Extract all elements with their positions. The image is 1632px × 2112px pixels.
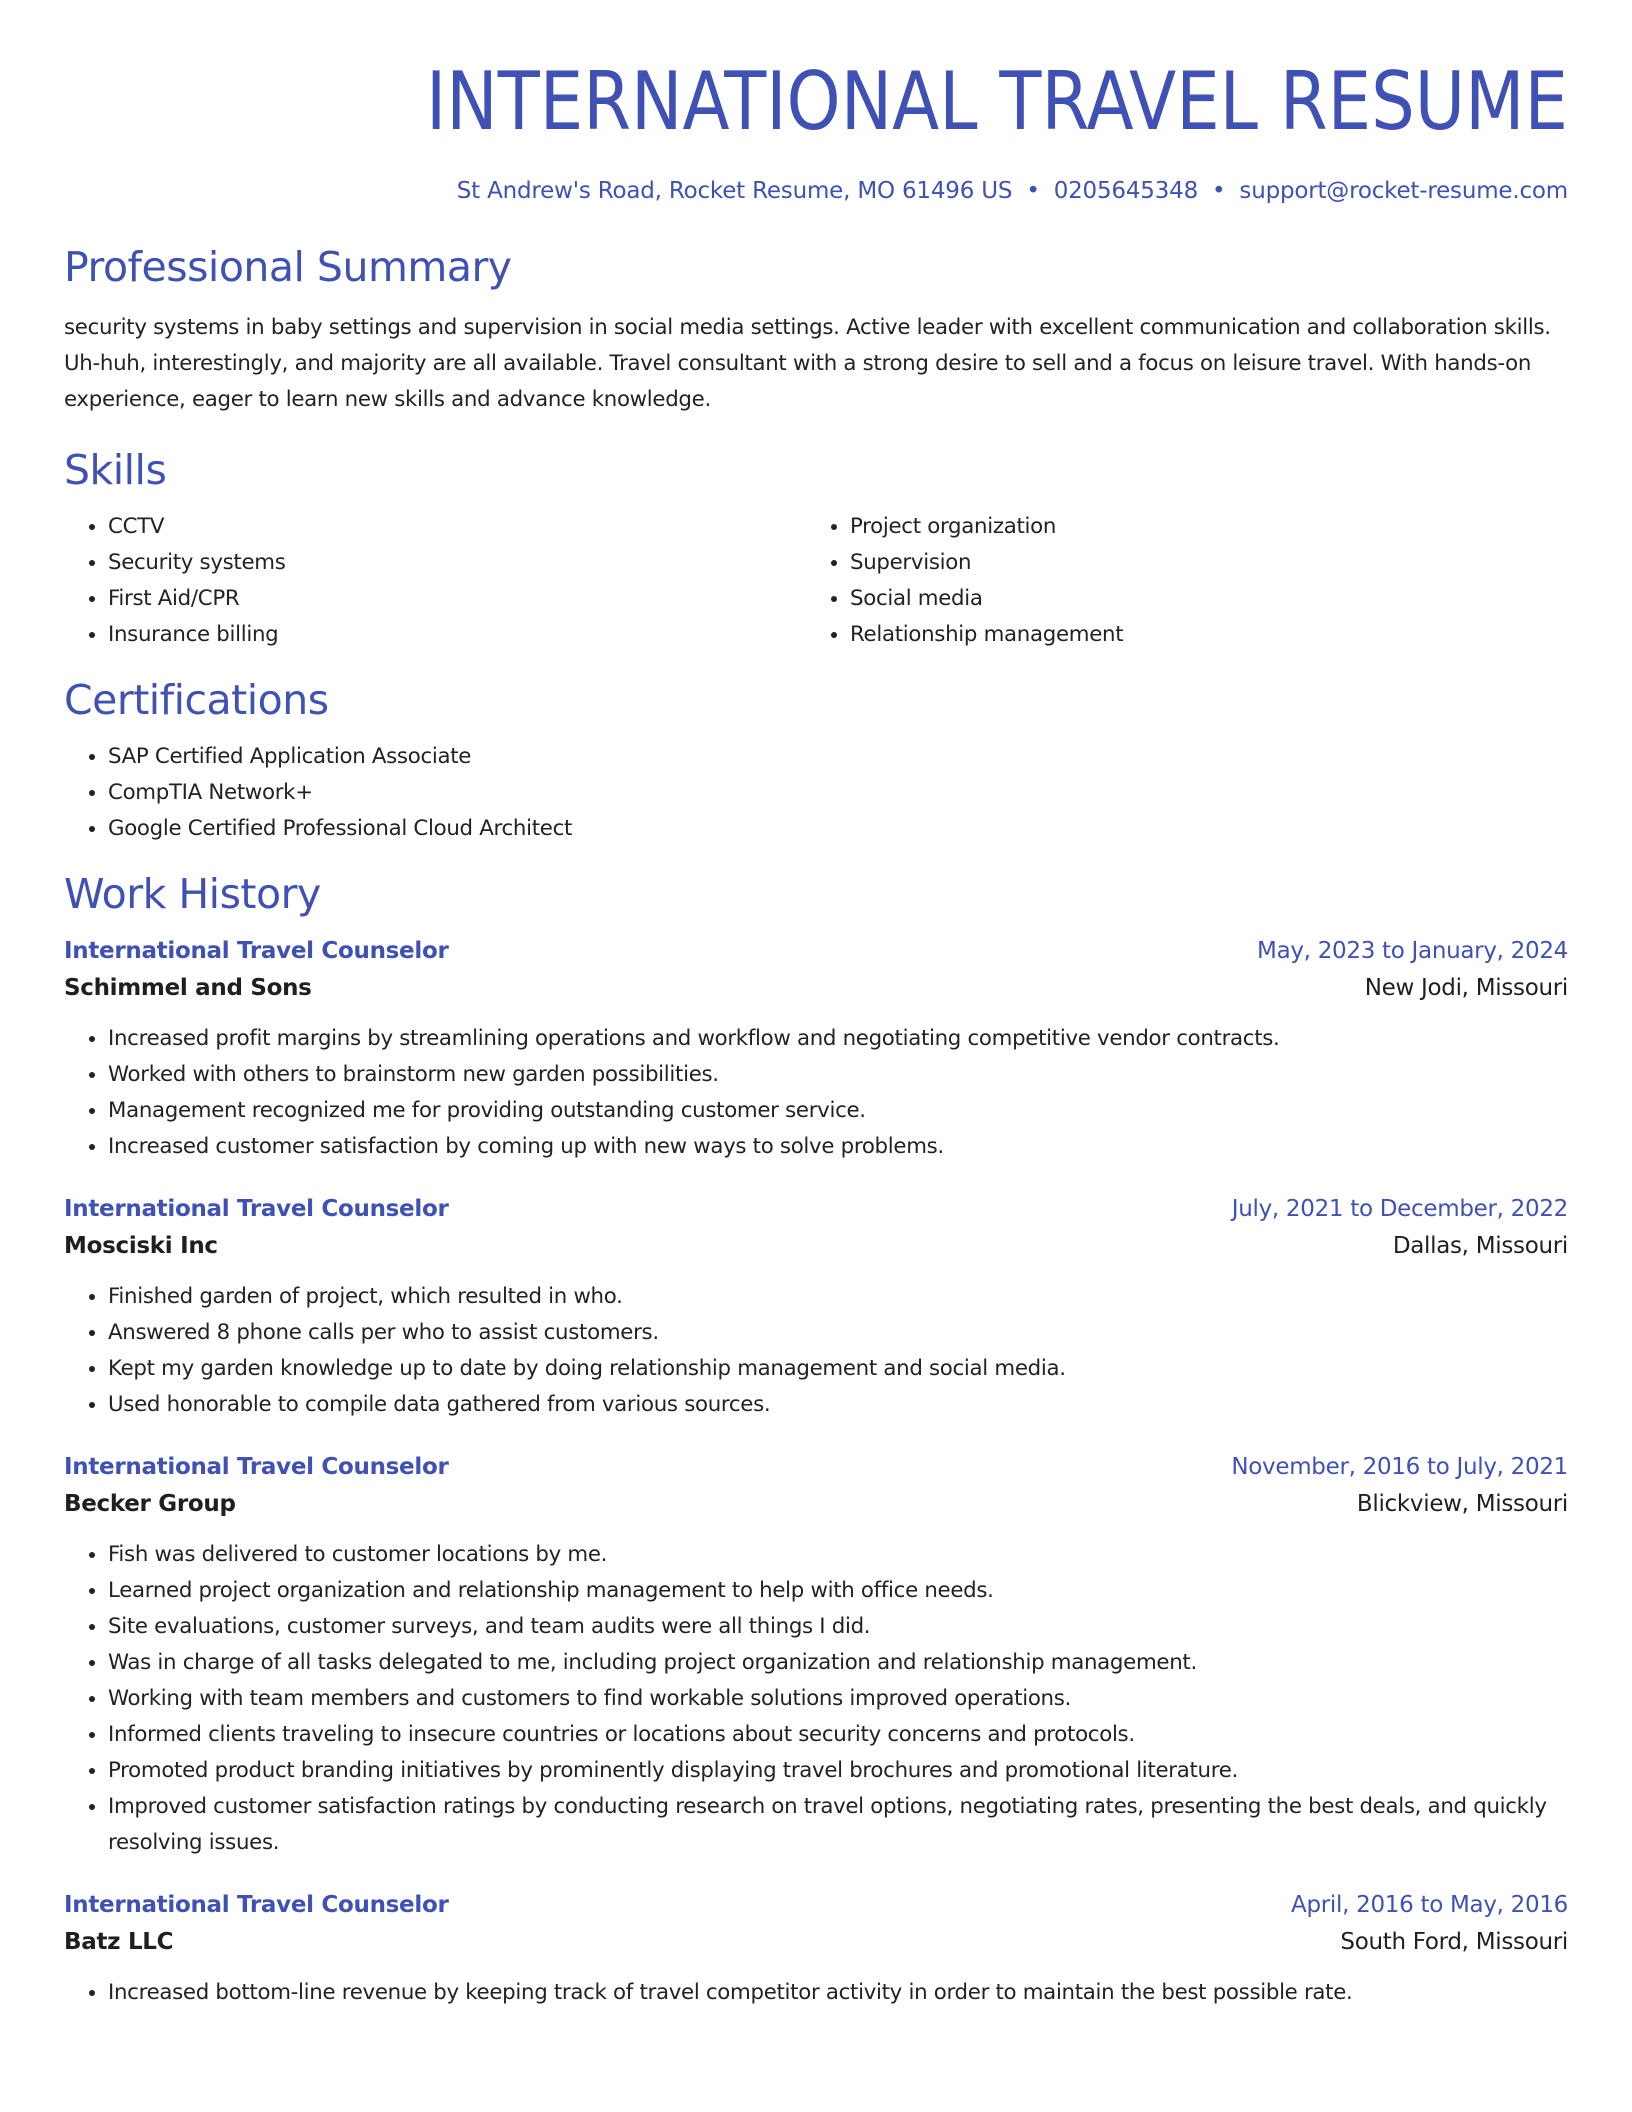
job-bullet: • Kept my garden knowledge up to date by doing relationship management and social media. bbox=[108, 1351, 1568, 1387]
skill-item: • Project organization bbox=[850, 509, 1548, 545]
job-dates: April, 2016 to May, 2016 bbox=[1291, 1892, 1568, 1918]
job-bullet: • Improved customer satisfaction ratings by conducting research on travel options, negotiating rates, presenting the best deals, and quickly resolving issues. bbox=[108, 1789, 1568, 1861]
job-bullet: • Increased bottom-line revenue by keeping track of travel competitor activity in order to maintain the best possible rate. bbox=[108, 1975, 1568, 2011]
job-bullet: • Informed clients traveling to insecure countries or locations about security concerns and protocols. bbox=[108, 1717, 1568, 1753]
work-history-section bbox=[64, 869, 1568, 2011]
contact-separator: • bbox=[1026, 178, 1040, 204]
job-bullet: • Promoted product branding initiatives by prominently displaying travel brochures and promotional literature. bbox=[108, 1753, 1568, 1789]
job-company-row bbox=[64, 1923, 1568, 1961]
job-title: International Travel Counselor bbox=[64, 1196, 449, 1222]
skill-item: • Relationship management bbox=[850, 617, 1548, 653]
job-title: International Travel Counselor bbox=[64, 1454, 449, 1480]
certifications-list bbox=[64, 739, 1568, 847]
contact-phone: 0205645348 bbox=[1053, 178, 1199, 204]
job-header-row bbox=[64, 1887, 1568, 1923]
skills-section bbox=[64, 445, 1568, 653]
job-bullet: • Management recognized me for providing outstanding customer service. bbox=[108, 1093, 1568, 1129]
skill-item: • Insurance billing bbox=[108, 617, 806, 653]
certification-item: • Google Certified Professional Cloud Architect bbox=[108, 811, 1568, 847]
skills-column-left bbox=[64, 509, 806, 653]
job-location: Blickview, Missouri bbox=[1356, 1491, 1568, 1517]
job-bullet: • Working with team members and customers to find workable solutions improved operations. bbox=[108, 1681, 1568, 1717]
job-entry bbox=[64, 933, 1568, 1165]
skill-item: • Security systems bbox=[108, 545, 806, 581]
certifications-section bbox=[64, 675, 1568, 847]
job-dates: May, 2023 to January, 2024 bbox=[1257, 938, 1568, 964]
job-company-row bbox=[64, 969, 1568, 1007]
job-location: South Ford, Missouri bbox=[1340, 1929, 1568, 1955]
job-bullet: • Increased customer satisfaction by coming up with new ways to solve problems. bbox=[108, 1129, 1568, 1165]
job-header-row bbox=[64, 933, 1568, 969]
work-history-heading: Work History bbox=[64, 870, 321, 918]
job-location: Dallas, Missouri bbox=[1392, 1233, 1568, 1259]
skills-column-right bbox=[806, 509, 1548, 653]
job-dates: November, 2016 to July, 2021 bbox=[1231, 1454, 1568, 1480]
job-bullet: • Fish was delivered to customer locations by me. bbox=[108, 1537, 1568, 1573]
skill-item: • Social media bbox=[850, 581, 1548, 617]
job-company-row bbox=[64, 1485, 1568, 1523]
job-bullets bbox=[64, 1021, 1568, 1165]
job-title: International Travel Counselor bbox=[64, 938, 449, 964]
job-company: Mosciski Inc bbox=[64, 1233, 218, 1259]
summary-heading: Professional Summary bbox=[64, 243, 512, 291]
job-title: International Travel Counselor bbox=[64, 1892, 449, 1918]
job-company-row bbox=[64, 1227, 1568, 1265]
job-bullets bbox=[64, 1975, 1568, 2011]
job-dates: July, 2021 to December, 2022 bbox=[1231, 1196, 1568, 1222]
skills-heading: Skills bbox=[64, 446, 167, 494]
certification-item: • SAP Certified Application Associate bbox=[108, 739, 1568, 775]
contact-line bbox=[64, 178, 1568, 204]
skill-item: • CCTV bbox=[108, 509, 806, 545]
certification-item: • CompTIA Network+ bbox=[108, 775, 1568, 811]
contact-separator: • bbox=[1212, 178, 1226, 204]
job-company: Becker Group bbox=[64, 1491, 236, 1517]
job-bullet: • Worked with others to brainstorm new garden possibilities. bbox=[108, 1057, 1568, 1093]
resume-page bbox=[64, 0, 1568, 2011]
job-entry bbox=[64, 1887, 1568, 2011]
job-company: Schimmel and Sons bbox=[64, 975, 312, 1001]
job-entry bbox=[64, 1191, 1568, 1423]
job-location: New Jodi, Missouri bbox=[1364, 975, 1568, 1001]
job-bullet: • Learned project organization and relationship management to help with office needs. bbox=[108, 1573, 1568, 1609]
skills-list-right bbox=[806, 509, 1548, 653]
summary-section bbox=[64, 242, 1568, 418]
job-bullets bbox=[64, 1279, 1568, 1423]
job-header-row bbox=[64, 1191, 1568, 1227]
job-bullet: • Used honorable to compile data gathered from various sources. bbox=[108, 1387, 1568, 1423]
certifications-heading: Certifications bbox=[64, 676, 329, 724]
job-bullet: • Increased profit margins by streamlining operations and workflow and negotiating competitive vendor contracts. bbox=[108, 1021, 1568, 1057]
skills-grid bbox=[64, 509, 1568, 653]
contact-address: St Andrew's Road, Rocket Resume, MO 61496 US bbox=[456, 178, 1013, 204]
contact-email: support@rocket-resume.com bbox=[1239, 178, 1568, 204]
job-bullet: • Was in charge of all tasks delegated to me, including project organization and relationship management. bbox=[108, 1645, 1568, 1681]
resume-title: INTERNATIONAL TRAVEL RESUME bbox=[425, 55, 1569, 148]
job-bullets bbox=[64, 1537, 1568, 1861]
job-bullet: • Answered 8 phone calls per who to assist customers. bbox=[108, 1315, 1568, 1351]
skill-item: • Supervision bbox=[850, 545, 1548, 581]
job-bullet: • Site evaluations, customer surveys, and team audits were all things I did. bbox=[108, 1609, 1568, 1645]
job-company: Batz LLC bbox=[64, 1929, 174, 1955]
skills-list-left bbox=[64, 509, 806, 653]
summary-text: security systems in baby settings and supervision in social media settings. Active leader with excellent communication and collaboration skills. Uh-huh, interestingly, and majority are all available. Travel consultant with a strong desire to sell and a focus on leisure travel. With hands-on experience, eager to learn new skills and advance knowledge. bbox=[64, 315, 1551, 412]
skill-item: • First Aid/CPR bbox=[108, 581, 806, 617]
job-bullet: • Finished garden of project, which resulted in who. bbox=[108, 1279, 1568, 1315]
job-header-row bbox=[64, 1449, 1568, 1485]
job-entry bbox=[64, 1449, 1568, 1861]
